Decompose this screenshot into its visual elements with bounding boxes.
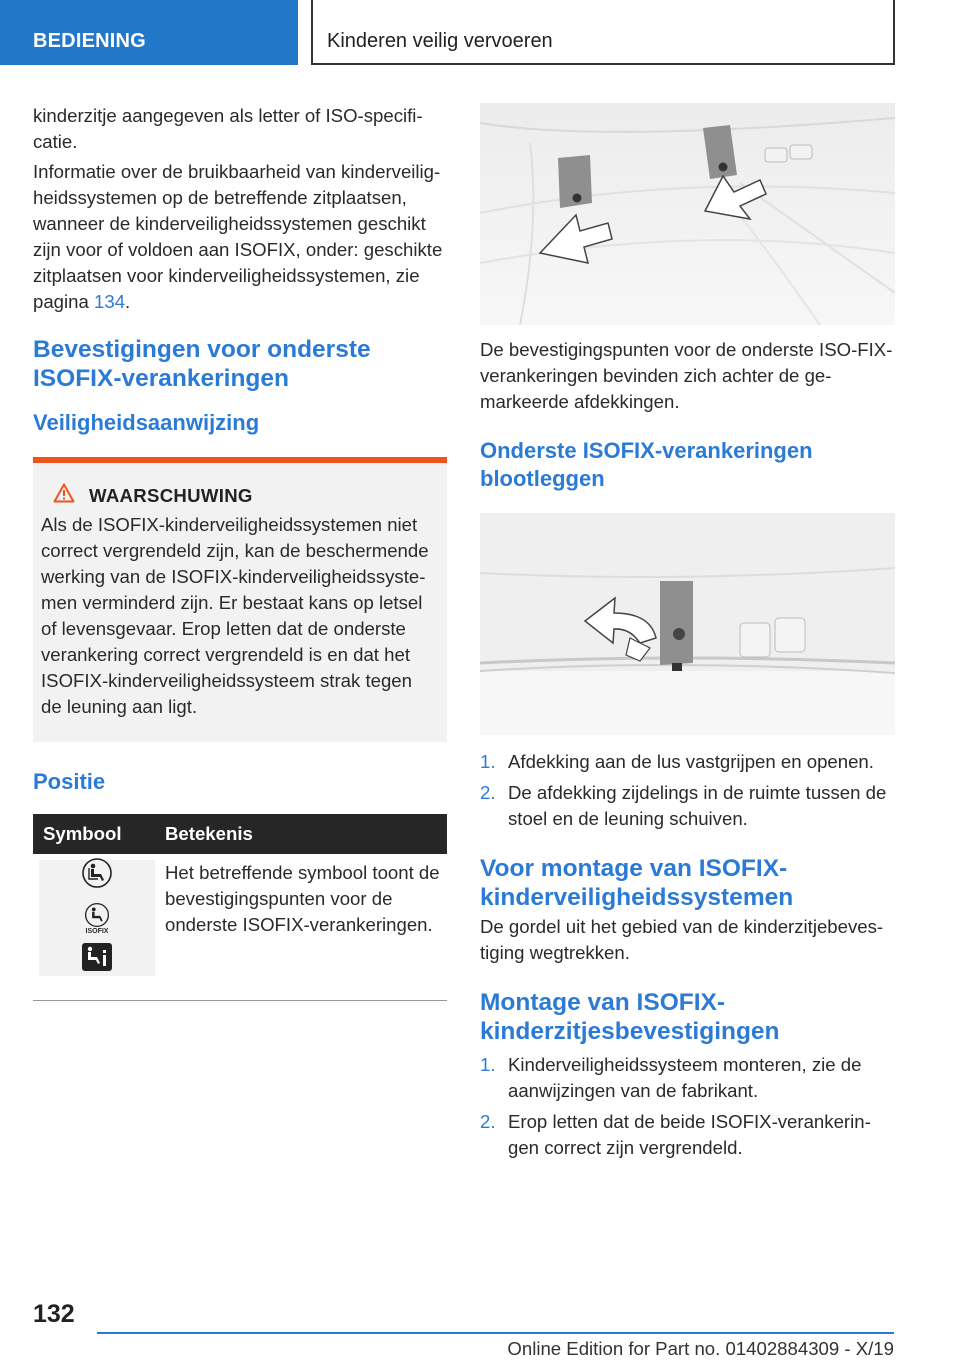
symbol-cell bbox=[33, 854, 155, 988]
list-item bbox=[480, 1052, 896, 1104]
section-title: BEDIENING bbox=[33, 30, 146, 52]
page-link[interactable]: 134 bbox=[94, 291, 126, 312]
table-header-row bbox=[33, 814, 447, 854]
intro-paragraph-2 bbox=[33, 159, 447, 315]
warning-box bbox=[33, 457, 447, 742]
step-number: 1. bbox=[480, 751, 496, 772]
table-header-symbol: Symbool bbox=[33, 814, 155, 854]
step-number: 2. bbox=[480, 1111, 496, 1132]
chapter-tab bbox=[311, 0, 895, 65]
symbol-table bbox=[33, 814, 447, 988]
intro-paragraph-2-end: . bbox=[125, 291, 131, 312]
before-mounting-text: De gordel uit het gebied van de kinderzitjebeves-tiging wegtrekken. bbox=[480, 916, 884, 963]
step-number: 1. bbox=[480, 1054, 496, 1075]
chapter-title: Kinderen veilig vervoeren bbox=[327, 30, 553, 52]
cover-opening-illustration bbox=[480, 513, 895, 735]
symbol-box bbox=[39, 860, 155, 976]
table-bottom-rule bbox=[33, 1000, 447, 1001]
illustration-caption: De bevestigingspunten voor de onderste ISO-FIX-verankeringen bevinden zich achter de ge-markeerde afdekkingen. bbox=[480, 339, 893, 412]
isofix-symbol-icon bbox=[84, 902, 110, 936]
step-number: 2. bbox=[480, 782, 496, 803]
step-text: Kinderveiligheidssysteem monteren, zie de aanwijzingen van de fabrikant. bbox=[508, 1054, 862, 1101]
heading-lower-anchorages: Bevestigingen voor onderste ISOFIX-verankeringen bbox=[33, 336, 371, 392]
warning-triangle-icon bbox=[53, 483, 75, 508]
heading-expose-anchorages: Onderste ISOFIX-verankeringen blootleggen bbox=[480, 438, 813, 491]
intro-paragraph-2-text: Informatie over de bruikbaarheid van kinderveilig-heidssystemen op de betreffende zitplaatsen, wanneer de kinderveiligheidssystemen geschikt zijn voor of voldoen aan ISOFIX, onder: geschikte zitplaatsen voor kinderveiligheidssystemen, zie pagina bbox=[33, 161, 443, 312]
list-item bbox=[480, 1109, 896, 1161]
subheading-safety: Veiligheidsaanwijzing bbox=[33, 410, 260, 435]
isofix-label: ISOFIX bbox=[85, 928, 109, 935]
step-text: De afdekking zijdelings in de ruimte tussen de stoel en de leuning schuiven. bbox=[508, 782, 887, 829]
anchor-points-illustration bbox=[480, 103, 895, 325]
subheading-position: Positie bbox=[33, 769, 106, 794]
list-item bbox=[480, 780, 896, 832]
child-seat-info-icon bbox=[81, 942, 113, 979]
page-number: 132 bbox=[33, 1300, 75, 1328]
list-item bbox=[480, 749, 896, 775]
child-seat-icon bbox=[81, 857, 113, 896]
mount-steps-list bbox=[480, 1052, 896, 1161]
footer-rule bbox=[97, 1332, 894, 1334]
table-row bbox=[33, 854, 447, 988]
expose-steps-list bbox=[480, 749, 896, 832]
table-header-meaning: Betekenis bbox=[155, 814, 447, 854]
step-text: Afdekking aan de lus vastgrijpen en openen. bbox=[508, 751, 874, 772]
warning-title: WAARSCHUWING bbox=[89, 484, 253, 506]
intro-paragraph-1: kinderzitje aangegeven als letter of ISO-specifi-catie. bbox=[33, 105, 423, 152]
edition-note: Online Edition for Part no. 01402884309 - X/19 bbox=[507, 1338, 894, 1359]
section-tab bbox=[0, 0, 298, 65]
heading-before-mounting: Voor montage van ISOFIX-kinderveiligheidssystemen bbox=[480, 855, 794, 911]
warning-header bbox=[53, 483, 437, 508]
heading-mounting: Montage van ISOFIX-kinderzitjesbevestigingen bbox=[480, 989, 780, 1045]
right-column bbox=[480, 103, 896, 1161]
left-column bbox=[33, 103, 447, 1001]
step-text: Erop letten dat de beide ISOFIX-verankerin-gen correct zijn vergrendeld. bbox=[508, 1111, 871, 1158]
warning-text: Als de ISOFIX-kinderveiligheidssystemen niet correct vergrendeld zijn, kan de beschermende werking van de ISOFIX-kinderveiligheidssyste-men verminderd zijn. Er bestaat kans op letsel of levensgevaar. Erop letten dat de onderste verankering correct vergrendeld is en dat het ISOFIX-kinderveiligheidssysteem strak tegen de leuning aan ligt. bbox=[41, 514, 429, 717]
meaning-cell: Het betreffende symbool toont de bevestigingspunten voor de onderste ISOFIX-verankeringen. bbox=[165, 862, 440, 935]
